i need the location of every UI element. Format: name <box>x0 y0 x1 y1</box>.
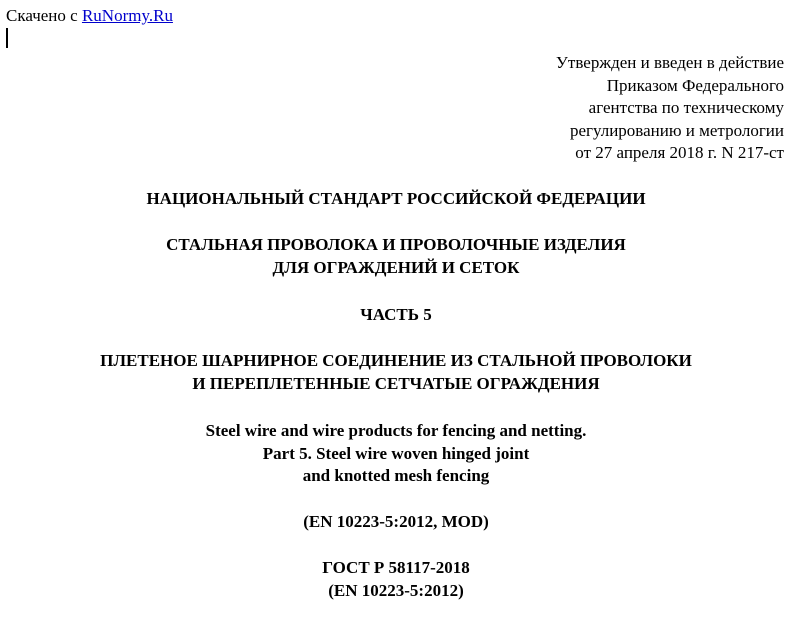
standard-part-text: ЧАСТЬ 5 <box>360 305 432 324</box>
standard-code-line: ГОСТ Р 58117-2018 <box>322 558 470 577</box>
source-link[interactable]: RuNormy.Ru <box>81 6 173 25</box>
english-title-line: Steel wire and wire products for fencing and netting. <box>205 421 587 440</box>
approval-line: Утвержден и введен в действие <box>555 53 784 72</box>
approval-line: Приказом Федерального <box>606 75 784 95</box>
english-title <box>0 420 792 488</box>
approval-line: от 27 апреля 2018 г. N 217-ст <box>575 143 784 162</box>
text-cursor <box>6 28 8 48</box>
standard-equivalence <box>0 511 792 534</box>
standard-title <box>0 234 792 279</box>
standard-code-line: (EN 10223-5:2012) <box>328 580 464 600</box>
standard-code <box>0 557 792 602</box>
standard-subtitle-line: И ПЕРЕПЛЕТЕННЫЕ СЕТЧАТЫЕ ОГРАЖДЕНИЯ <box>192 373 600 393</box>
english-title-line: and knotted mesh fencing <box>302 466 490 485</box>
standard-heading-text: НАЦИОНАЛЬНЫЙ СТАНДАРТ РОССИЙСКОЙ ФЕДЕРАЦИИ <box>146 189 646 208</box>
approval-line: регулированию и метрологии <box>569 120 784 140</box>
standard-title-line: ДЛЯ ОГРАЖДЕНИЙ И СЕТОК <box>272 257 520 277</box>
english-title-line: Part 5. Steel wire woven hinged joint <box>262 443 530 463</box>
standard-subtitle-line: ПЛЕТЕНОЕ ШАРНИРНОЕ СОЕДИНЕНИЕ ИЗ СТАЛЬНОЙ ПРОВОЛОКИ <box>100 351 692 370</box>
standard-heading <box>0 188 792 211</box>
approval-block <box>404 52 784 165</box>
standard-equivalence-text: (EN 10223-5:2012, MOD) <box>303 512 489 531</box>
standard-part <box>0 304 792 327</box>
standard-title-line: СТАЛЬНАЯ ПРОВОЛОКА И ПРОВОЛОЧНЫЕ ИЗДЕЛИЯ <box>166 235 626 254</box>
standard-subtitle <box>0 350 792 395</box>
source-line <box>6 6 173 26</box>
source-prefix: Скачено с <box>6 6 78 25</box>
approval-line: агентства по техническому <box>588 98 784 117</box>
